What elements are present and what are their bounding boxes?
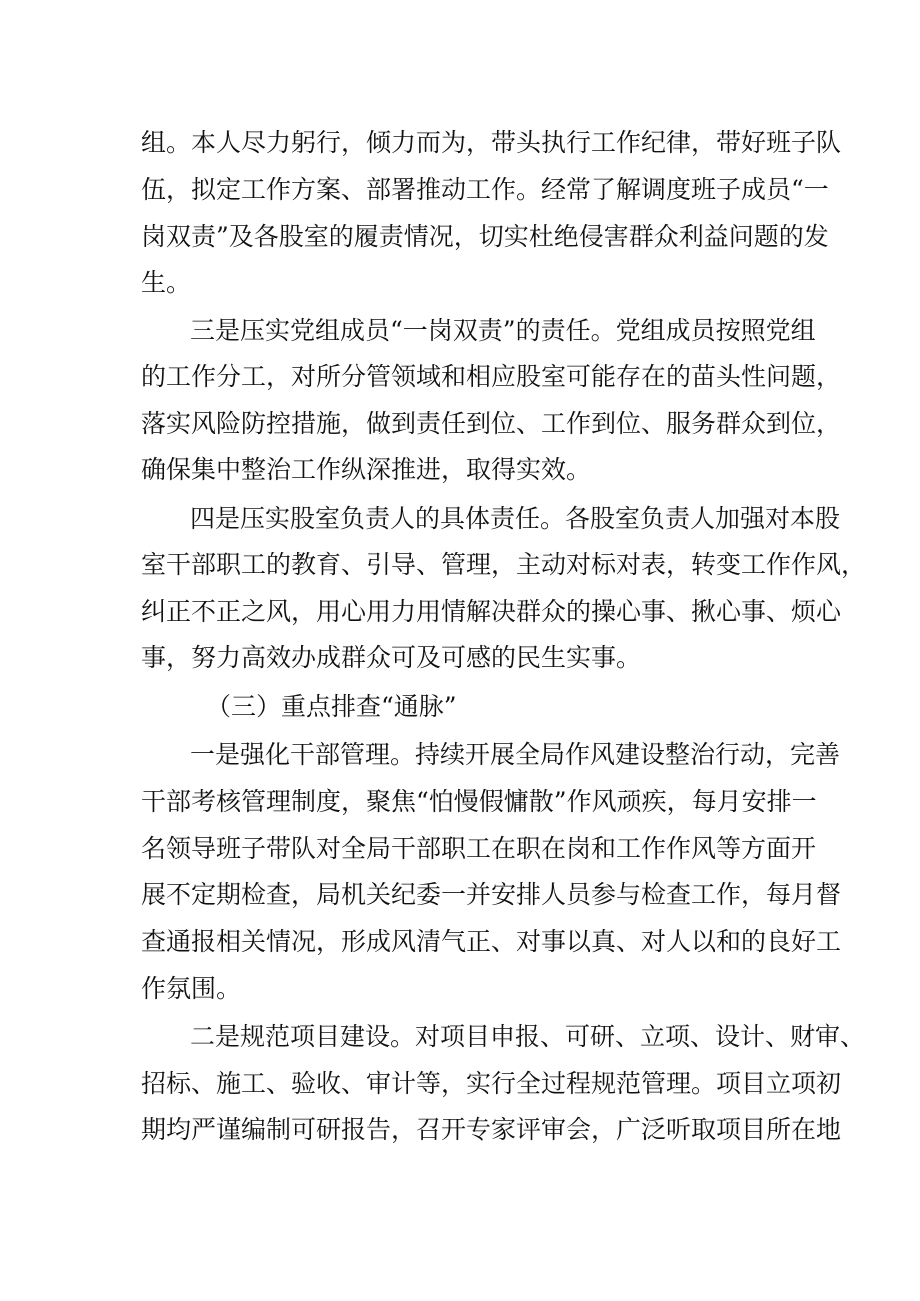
text-line: 确保集中整治工作纵深推进，取得实效。: [141, 455, 592, 484]
text-line: 期均严谨编制可研报告，召开专家评审会，广泛听取项目所在地: [141, 1115, 842, 1144]
section-heading: （三）重点排查“通脉”: [206, 692, 457, 721]
text-line: 组。本人尽力躬行，倾力而为，带头执行工作纪律，带好班子队: [141, 128, 842, 157]
text-line: 生。: [141, 268, 192, 297]
text-line: 招标、施工、验收、审计等，实行全过程规范管理。项目立项初: [141, 1069, 842, 1098]
text-line: 室干部职工的教育、引导、管理，主动对标对表，转变工作作风，: [141, 550, 867, 579]
text-line: 名领导班子带队对全局干部职工在职在岗和工作作风等方面开: [141, 834, 817, 863]
text-line: 一是强化干部管理。持续开展全局作风建设整治行动，完善: [190, 740, 841, 769]
text-line: 纠正不正之风，用心用力用情解决群众的操心事、揪心事、烦心: [141, 597, 842, 626]
text-line: 三是压实党组成员“一岗双责”的责任。党组成员按照党组: [190, 316, 816, 345]
text-line: 事，努力高效办成群众可及可感的民生实事。: [141, 643, 642, 672]
text-line: 四是压实股室负责人的具体责任。各股室负责人加强对本股: [190, 504, 841, 533]
text-line: 的工作分工，对所分管领域和相应股室可能存在的苗头性问题，: [141, 362, 842, 391]
text-line: 作氛围。: [141, 974, 242, 1003]
text-line: 伍，拟定工作方案、部署推动工作。经常了解调度班子成员“一: [141, 175, 829, 204]
text-line: 二是规范项目建设。对项目申报、可研、立项、设计、财审、: [190, 1022, 866, 1051]
text-line: 查通报相关情况，形成风清气正、对事以真、对人以和的良好工: [141, 927, 842, 956]
text-line: 干部考核管理制度，聚焦“怕慢假慵散”作风顽疾，每月安排一: [141, 787, 817, 816]
text-line: 落实风险防控措施，做到责任到位、工作到位、服务群众到位，: [141, 409, 842, 438]
text-line: 展不定期检查，局机关纪委一并安排人员参与检查工作，每月督: [141, 880, 842, 909]
text-line: 岗双责”及各股室的履责情况，切实杜绝侵害群众利益问题的发: [141, 222, 829, 251]
